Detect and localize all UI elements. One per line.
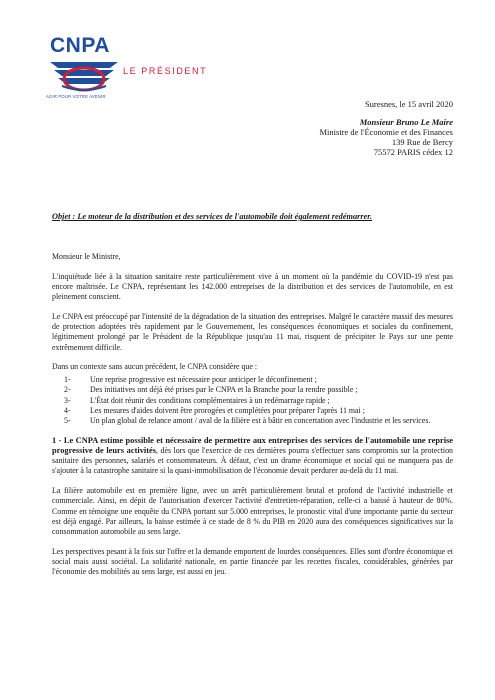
recipient-line: Ministre de l'Économie et des Finances — [319, 127, 453, 137]
recipient-line: 139 Rue de Bercy — [391, 137, 453, 147]
section-1-paragraph — [52, 436, 453, 477]
list-text: Un plan global de relance amont / aval de la filière est à bâtir en concertation avec l'industrie et les services. — [90, 416, 431, 426]
paragraph: Les perspectives pesant à la fois sur l'offre et la demande emportent de lourdes conséquences. Elles sont d'ordre économique et social mais aussi sociétal. La solidarité nationale, en partie financée par les recettes fiscales, considérables, générées par l'économie des mobilités au sens large, est aussi en jeu. — [52, 546, 453, 577]
logo-text: CNPA — [50, 34, 110, 57]
paragraph: La filière automobile est en première ligne, avec un arrêt particulièrement brutal et profond de l'activité industrielle et commerciale. Ainsi, en dépit de l'autorisation d'exercer l'activité d'entretien-réparation, celle-ci a baissé à hauteur de 80%. Comme en témoigne une enquête du CNPA portant sur 5.000 entreprises, le pronostic vital d'une importante partie du secteur est déjà engagé. Par ailleurs, la baisse estimée à ce stade de 8 % du PIB en 2020 aura des conséquences significatives sur la consommation automobile au sens large. — [52, 486, 453, 537]
list-number: 3- — [64, 395, 71, 405]
list-number: 4- — [64, 405, 71, 415]
list-item — [52, 396, 453, 406]
list-text: L'État doit réunir des conditions complémentaires à un redémarrage rapide ; — [90, 395, 330, 405]
recipient-line: 75572 PARIS cédex 12 — [373, 147, 453, 157]
header-role: LE PRÉSIDENT — [123, 66, 208, 76]
section-1-text: , dès lors que l'exercice de ces dernières pourra s'effectuer sans compromis sur la protection sanitaire des personnes, salariés et consommateurs. À défaut, c'est un drame économique et social qui ne manquera pas de s'ajouter à la catastrophe sanitaire si la quasi-immobilisation de l'économie devait perdurer au-delà du 11 mai. — [52, 446, 453, 476]
logo-swoosh-icon — [48, 58, 120, 92]
list-text: Des initiatives ont déjà été prises par le CNPA et la Branche pour la rendre possible ; — [90, 385, 358, 395]
subject-line: Objet : Le moteur de la distribution et des services de l'automobile doit également redémarrer. — [52, 212, 373, 221]
list-number: 2- — [64, 385, 71, 395]
recipient-block — [233, 117, 453, 157]
list-item — [52, 375, 453, 385]
list-text: Une reprise progressive est nécessaire pour anticiper le déconfinement ; — [90, 375, 317, 385]
list-number: 1- — [64, 375, 71, 385]
list-item — [52, 416, 453, 426]
cnpa-logo — [44, 34, 124, 104]
paragraph: Le CNPA est préoccupé par l'intensité de la dégradation de la situation des entreprises. Malgré le caractère massif des mesures de protection adoptées très rapidement par le Gouvernement, les conséquences économiques et sociales du confinement, légitimement prolongé par le Président de la République jusqu'au 11 mai, risquent de précipiter le Pays sur une pente extrêmement difficile. — [52, 312, 453, 352]
list-text: Les mesures d'aides doivent être prorogées et complétées pour préparer l'après 11 mai ; — [90, 405, 365, 415]
date-line: Suresnes, le 15 avril 2020 — [364, 99, 453, 109]
list-item — [52, 406, 453, 416]
paragraph: Dans un contexte sans aucun précédent, le CNPA considère que : — [52, 362, 258, 372]
salutation: Monsieur le Ministre, — [52, 252, 121, 261]
logo-tagline: AGIR POUR VOTRE AVENIR — [46, 94, 106, 99]
letter-body — [52, 252, 453, 587]
list-item — [52, 385, 453, 395]
section-1-title: 1 - Le CNPA estime possible et nécessaire de permettre aux entreprises des services de l'automobile une reprise progressive de leurs activités — [52, 435, 453, 456]
considerations-list — [52, 375, 453, 426]
paragraph: L'inquiétude liée à la situation sanitaire reste particulièrement vive à un moment où la pandémie du COVID-19 n'est pas encore maîtrisée. Le CNPA, représentant les 142.000 entreprises de la distribution et des services de l'automobile, en est pleinement conscient. — [52, 271, 453, 302]
list-number: 5- — [64, 416, 71, 426]
recipient-name: Monsieur Bruno Le Maire — [359, 117, 453, 127]
